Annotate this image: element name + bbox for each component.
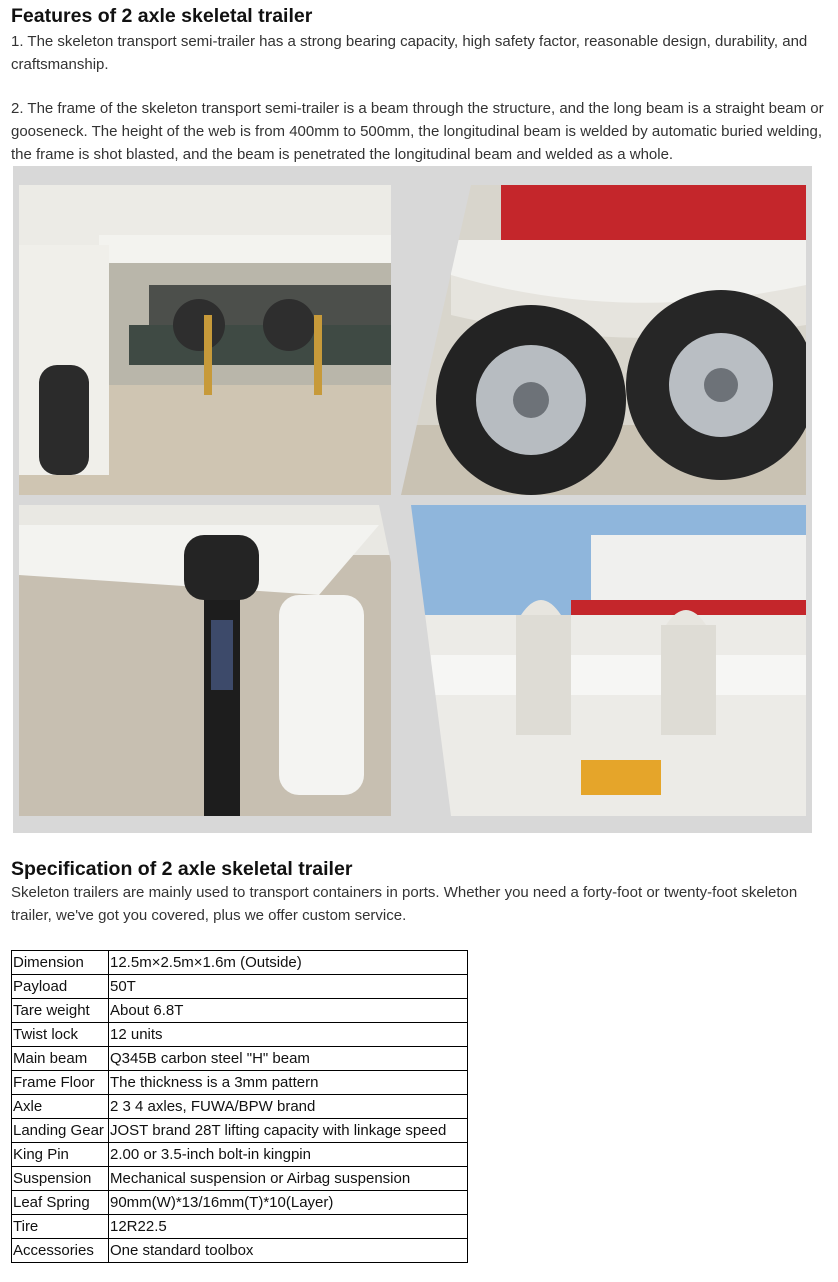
- photo-twist-locks: [391, 505, 806, 816]
- table-row: [12, 1143, 468, 1167]
- specification-intro: Skeleton trailers are mainly used to transport containers in ports. Whether you need a forty-foot or twenty-foot skeleton trailer, we've got you covered, plus we offer custom service.: [11, 884, 798, 924]
- table-row: [12, 999, 468, 1023]
- photo-dual-wheels: [391, 185, 806, 495]
- spec-value: About 6.8T: [109, 999, 468, 1023]
- spec-label: Tare weight: [12, 999, 109, 1023]
- spec-label: King Pin: [12, 1143, 109, 1167]
- photo-axle-suspension: [19, 185, 439, 495]
- features-heading: Features of 2 axle skeletal trailer: [11, 5, 313, 27]
- spec-value: 50T: [109, 975, 468, 999]
- spec-value: The thickness is a 3mm pattern: [109, 1071, 468, 1095]
- specification-table: [11, 950, 468, 1263]
- spec-label: Axle: [12, 1095, 109, 1119]
- table-row: [12, 1167, 468, 1191]
- features-paragraph-2: 2. The frame of the skeleton transport semi-trailer is a beam through the structure, and the long beam is a straight beam or gooseneck. The height of the web is from 400mm to 500mm, the longitudinal beam is welded by automatic buried welding, the frame is shot blasted, and the beam is penetrated the longitudinal beam and welded as a whole.: [11, 100, 824, 163]
- spec-label: Landing Gear: [12, 1119, 109, 1143]
- table-row: [12, 975, 468, 999]
- spec-label: Suspension: [12, 1167, 109, 1191]
- table-row: [12, 1071, 468, 1095]
- table-row: [12, 951, 468, 975]
- spec-label: Main beam: [12, 1047, 109, 1071]
- spec-value: 12R22.5: [109, 1215, 468, 1239]
- spec-label: Leaf Spring: [12, 1191, 109, 1215]
- spec-value: 2.00 or 3.5-inch bolt-in kingpin: [109, 1143, 468, 1167]
- features-paragraph-1: 1. The skeleton transport semi-trailer has a strong bearing capacity, high safety factor, reasonable design, durability, and craftsmanship.: [11, 33, 808, 73]
- spec-label: Accessories: [12, 1239, 109, 1263]
- spec-value: 2 3 4 axles, FUWA/BPW brand: [109, 1095, 468, 1119]
- spec-value: One standard toolbox: [109, 1239, 468, 1263]
- spec-label: Dimension: [12, 951, 109, 975]
- spec-label: Frame Floor: [12, 1071, 109, 1095]
- table-row: [12, 1047, 468, 1071]
- spec-value: Q345B carbon steel "H" beam: [109, 1047, 468, 1071]
- spec-value: JOST brand 28T lifting capacity with linkage speed: [109, 1119, 468, 1143]
- spec-value: 12 units: [109, 1023, 468, 1047]
- spec-label: Payload: [12, 975, 109, 999]
- table-row: [12, 1215, 468, 1239]
- spec-label: Tire: [12, 1215, 109, 1239]
- table-row: [12, 1191, 468, 1215]
- spec-value: 90mm(W)*13/16mm(T)*10(Layer): [109, 1191, 468, 1215]
- spec-value: Mechanical suspension or Airbag suspension: [109, 1167, 468, 1191]
- table-row: [12, 1239, 468, 1263]
- specification-heading: Specification of 2 axle skeletal trailer: [11, 858, 353, 880]
- table-row: [12, 1095, 468, 1119]
- table-row: [12, 1023, 468, 1047]
- table-row: [12, 1119, 468, 1143]
- spec-label: Twist lock: [12, 1023, 109, 1047]
- photo-collage: [13, 166, 812, 833]
- spec-value: 12.5m×2.5m×1.6m (Outside): [109, 951, 468, 975]
